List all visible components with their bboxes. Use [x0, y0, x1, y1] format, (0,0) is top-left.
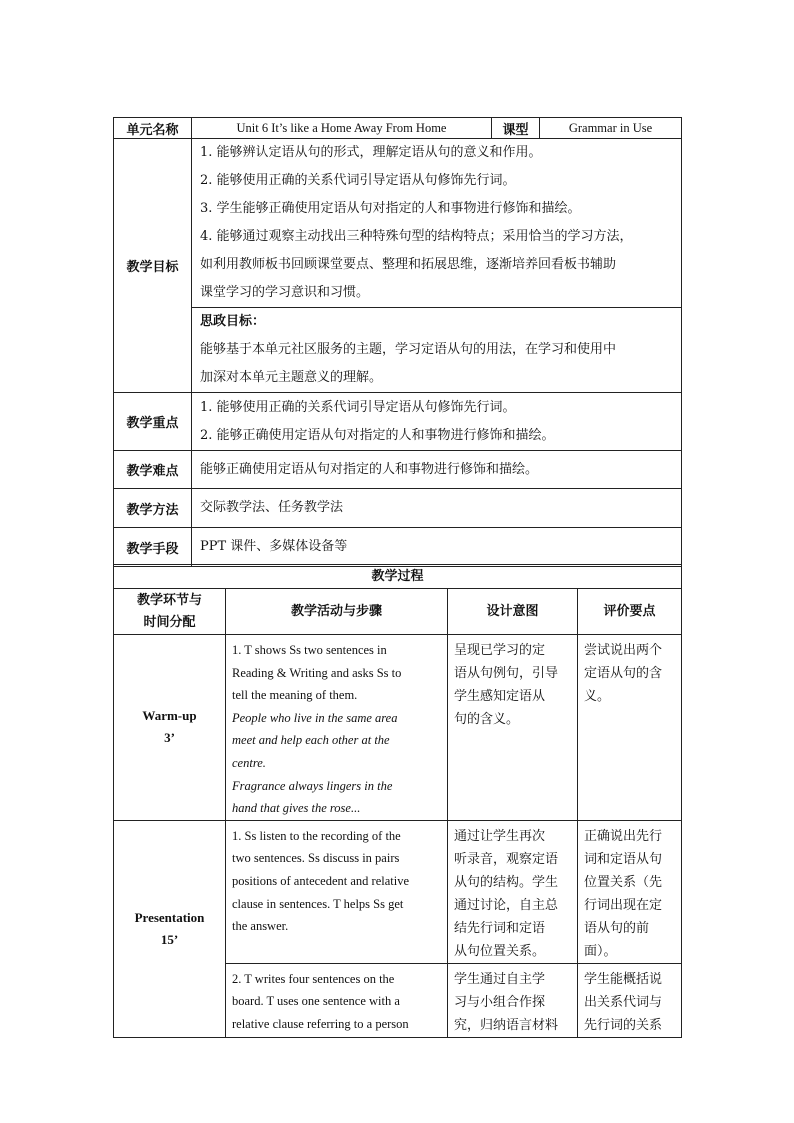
warmup-design: 呈现已学习的定 语从句例句，引导 学生感知定语从 句的含义。	[448, 635, 578, 821]
teaching-process-table	[113, 564, 682, 1038]
presentation-design-1: 通过让学生再次 听录音，观察定语 从句的结构。学生 通过讨论，自主总 结先行词和定语 从句位置关系。	[448, 820, 578, 963]
lesson-type-value: Grammar in Use	[540, 118, 682, 139]
sizheng-title: 思政目标：	[200, 314, 266, 329]
sizheng-objectives	[192, 308, 682, 393]
method-text: 交际教学法、任务教学法	[192, 489, 682, 528]
warmup-evaluation: 尝试说出两个 定语从句的含 义。	[578, 635, 682, 821]
difficulty-text: 能够正确使用定语从句对指定的人和事物进行修饰和描绘。	[192, 451, 682, 489]
difficulty-label: 教学难点	[114, 451, 192, 489]
means-text: PPT 课件、多媒体设备等	[192, 528, 682, 567]
presentation-activity-2: 2. T writes four sentences on the board. T uses one sentence with a relative clause referring to a person	[226, 963, 448, 1037]
objective-line: 3. 学生能够正确使用定语从句对指定的人和事物进行修饰和描绘。	[200, 201, 581, 216]
presentation-evaluation-1: 正确说出先行 词和定语从句 位置关系（先 行词出现在定 语从句的前 面）。	[578, 820, 682, 963]
key-points-list	[192, 393, 682, 451]
objective-line: 1. 能够辨认定语从句的形式，理解定语从句的意义和作用。	[200, 145, 542, 160]
objective-line: 2. 能够使用正确的关系代词引导定语从句修饰先行词。	[200, 173, 516, 188]
warmup-stage: Warm-up 3’	[114, 635, 226, 821]
process-title: 教学过程	[114, 565, 682, 589]
unit-name-value: Unit 6 It’s like a Home Away From Home	[192, 118, 492, 139]
presentation-evaluation-2: 学生能概括说 出关系代词与 先行词的关系	[578, 963, 682, 1037]
objective-line: 4. 能够通过观察主动找出三种特殊句型的结构特点；采用恰当的学习方法，	[200, 229, 633, 244]
key-point-line: 2. 能够正确使用定语从句对指定的人和事物进行修饰和描绘。	[200, 427, 555, 443]
presentation-stage: Presentation 15’	[114, 820, 226, 1037]
means-label: 教学手段	[114, 528, 192, 567]
presentation-activity-1: 1. Ss listen to the recording of the two sentences. Ss discuss in pairs positions of antecedent and relative clause in sentences. T helps Ss get the answer.	[226, 820, 448, 963]
objective-line: 如利用教师板书回顾课堂要点、整理和拓展思维，逐渐培养回看板书辅助	[200, 257, 617, 272]
method-label: 教学方法	[114, 489, 192, 528]
warmup-activity: 1. T shows Ss two sentences in Reading & Writing and asks Ss to tell the meaning of them. People who live in the same area meet and help each other at the centre. Fragrance always lingers in the hand that gives the rose...	[226, 635, 448, 821]
objectives-list	[192, 139, 682, 308]
objectives-label: 教学目标	[114, 139, 192, 393]
lesson-info-table	[113, 117, 682, 567]
presentation-design-2: 学生通过自主学 习与小组合作探 究，归纳语言材料	[448, 963, 578, 1037]
header-design-intent: 设计意图	[448, 589, 578, 635]
sizheng-line: 加深对本单元主题意义的理解。	[200, 370, 383, 385]
objective-line: 课堂学习的学习意识和习惯。	[200, 285, 370, 300]
unit-name-label: 单元名称	[114, 118, 192, 139]
header-activities: 教学活动与步骤	[226, 589, 448, 635]
lesson-type-label: 课型	[492, 118, 540, 139]
header-evaluation: 评价要点	[578, 589, 682, 635]
key-points-label: 教学重点	[114, 393, 192, 451]
key-point-line: 1. 能够使用正确的关系代词引导定语从句修饰先行词。	[200, 399, 516, 415]
sizheng-line: 能够基于本单元社区服务的主题，学习定语从句的用法，在学习和使用中	[200, 342, 617, 357]
header-stage-time: 教学环节与 时间分配	[114, 589, 226, 635]
